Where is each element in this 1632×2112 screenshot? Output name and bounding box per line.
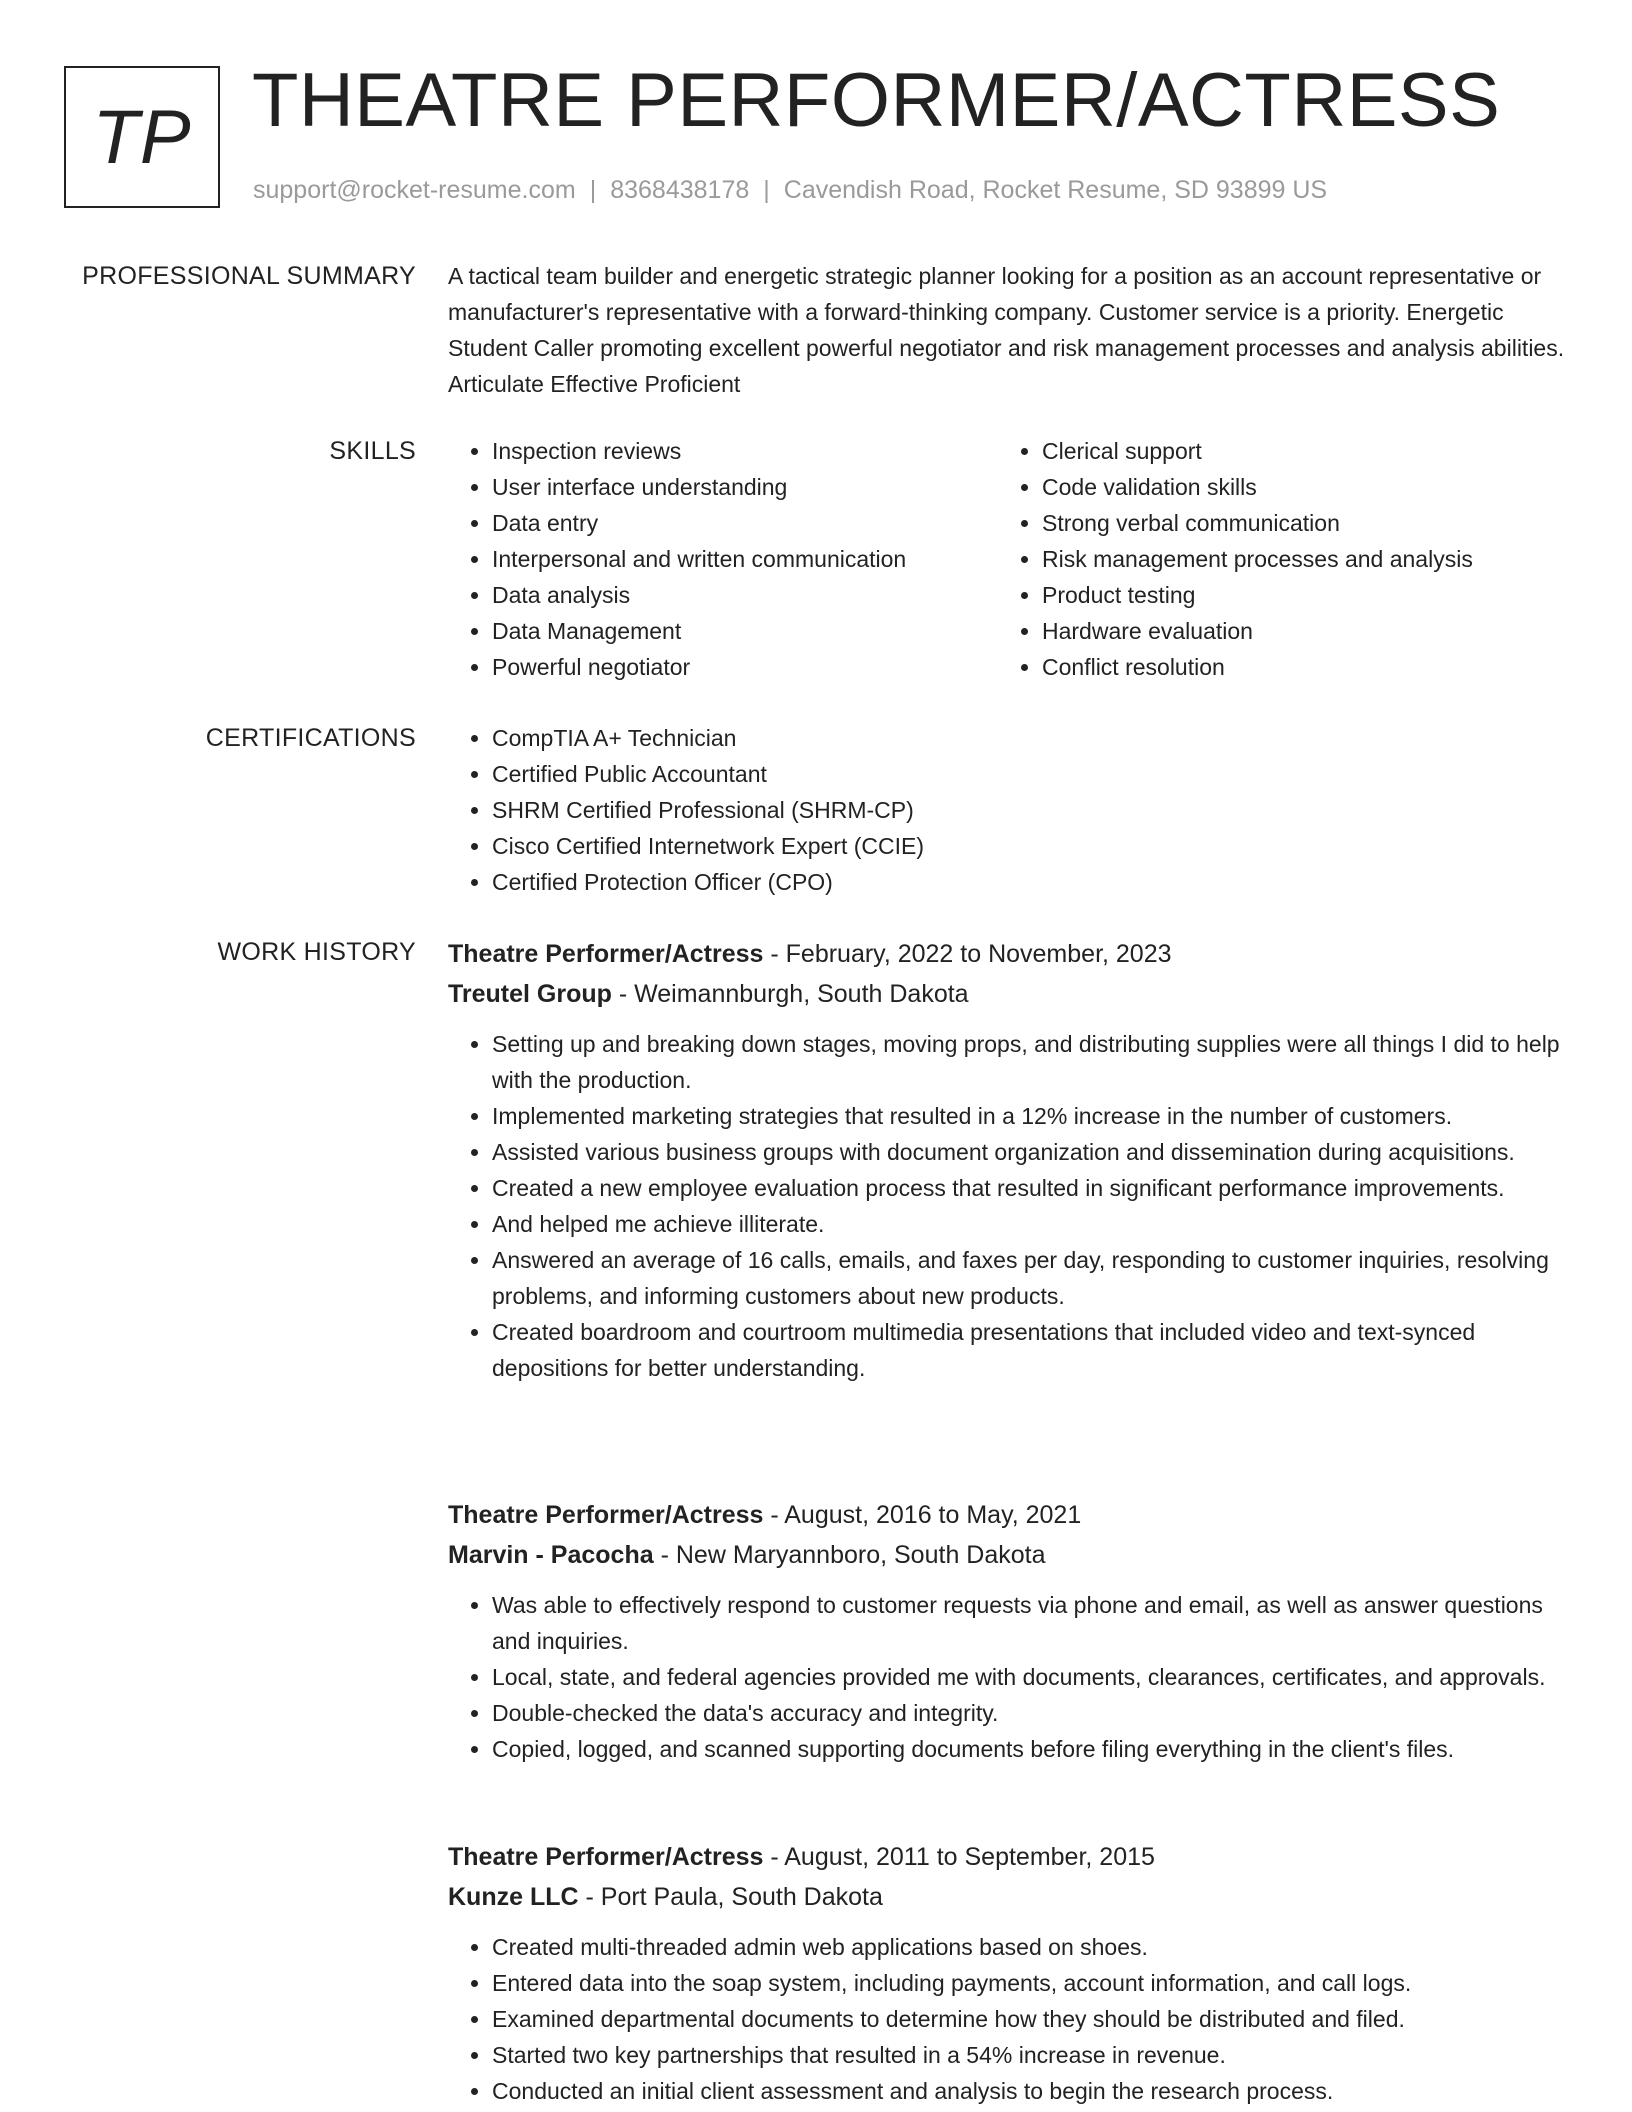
skill-item-list	[998, 433, 1558, 685]
skill-item: • Conflict resolution	[1042, 649, 1558, 685]
job-entry	[448, 1837, 1568, 2109]
contact-phone: 8368438178	[610, 176, 750, 204]
job-bullet: • And helped me achieve illiterate.	[492, 1206, 1568, 1242]
skill-item: • Hardware evaluation	[1042, 613, 1558, 649]
certification-item: • CompTIA A+ Technician	[492, 720, 1568, 756]
job-bullet: • Entered data into the soap system, including payments, account information, and call logs.	[492, 1965, 1568, 2001]
skills-column-1	[448, 433, 998, 685]
job-entry	[448, 934, 1568, 1386]
job-location: - New Maryannboro, South Dakota	[653, 1541, 1046, 1569]
job-title-line	[448, 934, 1568, 974]
job-dates: - August, 2011 to September, 2015	[763, 1843, 1155, 1871]
skill-item: • Code validation skills	[1042, 469, 1558, 505]
summary-body	[448, 258, 1568, 402]
job-title-line	[448, 1495, 1568, 1535]
job-bullet: • Answered an average of 16 calls, emails, and faxes per day, responding to customer inquiries, resolving problems, and informing customers about new products.	[492, 1242, 1568, 1314]
job-dates: - August, 2016 to May, 2021	[763, 1501, 1082, 1529]
job-bullet-list	[448, 1929, 1568, 2109]
certification-item: • Certified Public Accountant	[492, 756, 1568, 792]
job-bullet: • Created multi-threaded admin web applications based on shoes.	[492, 1929, 1568, 1965]
skill-item: • Risk management processes and analysis	[1042, 541, 1558, 577]
summary-heading: PROFESSIONAL SUMMARY	[82, 262, 416, 290]
certifications-body	[448, 720, 1568, 900]
skill-item: • Inspection reviews	[492, 433, 998, 469]
job-bullet: • Local, state, and federal agencies provided me with documents, clearances, certificates, and approvals.	[492, 1659, 1568, 1695]
job-dates: - February, 2022 to November, 2023	[763, 940, 1172, 968]
skill-item: • Powerful negotiator	[492, 649, 998, 685]
job-bullet: • Double-checked the data's accuracy and integrity.	[492, 1695, 1568, 1731]
skill-item: • Data entry	[492, 505, 998, 541]
skill-item-list	[448, 433, 998, 685]
job-bullet: • Created boardroom and courtroom multimedia presentations that included video and text-synced depositions for better understanding.	[492, 1314, 1568, 1386]
skill-item: • User interface understanding	[492, 469, 998, 505]
skills-column-2	[998, 433, 1558, 685]
job-bullet-list	[448, 1026, 1568, 1386]
work-history-heading: WORK HISTORY	[217, 938, 416, 966]
contact-line	[253, 174, 1327, 206]
certification-item-list	[448, 720, 1568, 900]
job-bullet-list	[448, 1587, 1568, 1767]
skill-item: • Data Management	[492, 613, 998, 649]
job-company: Treutel Group	[448, 980, 612, 1008]
job-bullet: • Was able to effectively respond to customer requests via phone and email, as well as answer questions and inquiries.	[492, 1587, 1568, 1659]
job-location: - Weimannburgh, South Dakota	[611, 980, 969, 1008]
monogram-box	[64, 66, 220, 208]
job-company-line	[448, 1535, 1568, 1575]
certification-item: • SHRM Certified Professional (SHRM-CP)	[492, 792, 1568, 828]
job-title-line	[448, 1837, 1568, 1877]
job-location: - Port Paula, South Dakota	[578, 1883, 883, 1911]
job-company-line	[448, 1877, 1568, 1917]
job-bullet: • Implemented marketing strategies that resulted in a 12% increase in the number of customers.	[492, 1098, 1568, 1134]
summary-text: A tactical team builder and energetic strategic planner looking for a position as an account representative or manufacturer's representative with a forward-thinking company. Customer service is a priority. Energetic Student Caller promoting excellent powerful negotiator and risk management processes and analysis abilities. Articulate Effective Proficient	[448, 263, 1565, 397]
skill-item: • Interpersonal and written communication	[492, 541, 998, 577]
resume-name: THEATRE PERFORMER/ACTRESS	[252, 58, 1501, 143]
job-company-line	[448, 974, 1568, 1014]
contact-separator: |	[589, 176, 597, 204]
skill-item: • Strong verbal communication	[1042, 505, 1558, 541]
skill-item: • Product testing	[1042, 577, 1558, 613]
certification-item: • Certified Protection Officer (CPO)	[492, 864, 1568, 900]
job-bullet: • Examined departmental documents to determine how they should be distributed and filed.	[492, 2001, 1568, 2037]
contact-separator: |	[763, 176, 770, 204]
certification-item: • Cisco Certified Internetwork Expert (CCIE)	[492, 828, 1568, 864]
job-title: Theatre Performer/Actress	[448, 1501, 764, 1529]
job-title: Theatre Performer/Actress	[448, 940, 764, 968]
job-company: Marvin - Pacocha	[448, 1541, 654, 1569]
job-title: Theatre Performer/Actress	[448, 1843, 764, 1871]
job-company: Kunze LLC	[448, 1883, 579, 1911]
skills-body	[448, 433, 1568, 685]
skill-item: • Clerical support	[1042, 433, 1558, 469]
job-bullet: • Copied, logged, and scanned supporting documents before filing everything in the client's files.	[492, 1731, 1568, 1767]
monogram-initials: TP	[92, 94, 192, 180]
certifications-heading: CERTIFICATIONS	[205, 724, 416, 752]
job-bullet: • Conducted an initial client assessment and analysis to begin the research process.	[492, 2073, 1568, 2109]
skill-item: • Data analysis	[492, 577, 998, 613]
job-bullet: • Assisted various business groups with document organization and dissemination during acquisitions.	[492, 1134, 1568, 1170]
job-bullet: • Setting up and breaking down stages, moving props, and distributing supplies were all things I did to help with the production.	[492, 1026, 1568, 1098]
contact-address: Cavendish Road, Rocket Resume, SD 93899 US	[783, 176, 1328, 204]
job-bullet: • Started two key partnerships that resulted in a 54% increase in revenue.	[492, 2037, 1568, 2073]
job-bullet: • Created a new employee evaluation process that resulted in significant performance improvements.	[492, 1170, 1568, 1206]
skills-heading: SKILLS	[329, 437, 416, 465]
contact-email: support@rocket-resume.com	[253, 176, 576, 204]
job-entry	[448, 1495, 1568, 1767]
